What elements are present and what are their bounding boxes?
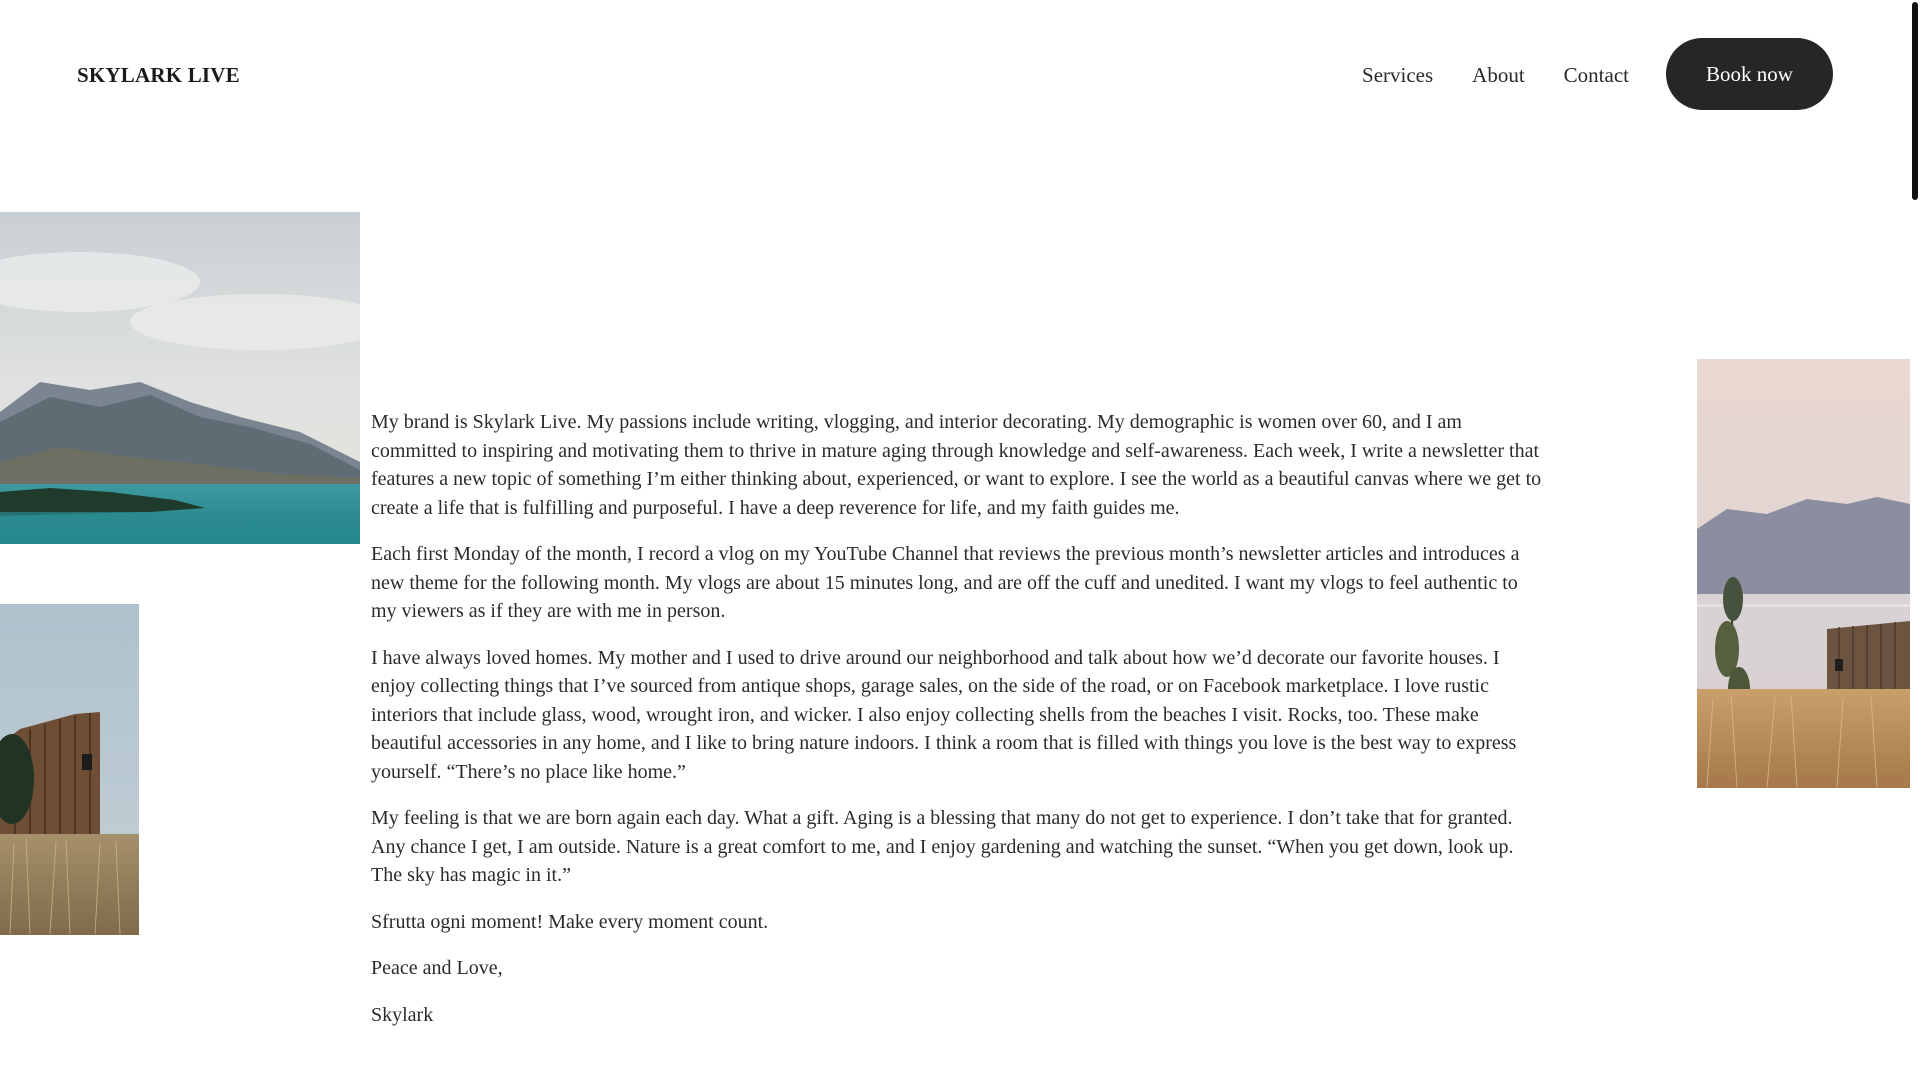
nav-link-about[interactable]: About [1472,63,1525,87]
site-header [0,0,1920,150]
article-paragraph: Each first Monday of the month, I record a vlog on my YouTube Channel that reviews the previous month’s newsletter articles and introduces a new theme for the following month. My vlogs are about 15 minutes long, and are off the cuff and unedited. I want my vlogs to feel authentic to my viewers as if they are with me in person. [371,543,1520,622]
lake-mountain-photo [0,212,360,544]
nav-link-services[interactable]: Services [1362,63,1434,87]
dusk-cabin-photo [1697,359,1910,788]
article-signoff: Peace and Love, [371,957,503,979]
nav-link-contact[interactable]: Contact [1563,63,1629,87]
about-article [371,408,1543,1047]
article-paragraph: My feeling is that we are born again each day. What a gift. Aging is a blessing that many do not get to experience. I don’t take that for granted. Any chance I get, I am outside. Nature is a great comfort to me, and I enjoy gardening and watching the sunset. “When you get down, look up. The sky has magic in it.” [371,807,1514,886]
article-paragraph: My brand is Skylark Live. My passions include writing, vlogging, and interior decorating. My demographic is women over 60, and I am committed to inspiring and motivating them to thrive in mature aging through knowledge and self-awareness. Each week, I write a newsletter that features a new topic of something I’m either thinking about, experienced, or want to explore. I see the world as a beautiful canvas where we get to create a life that is fulfilling and purposeful. I have a deep reverence for life, and my faith guides me. [371,411,1542,519]
article-motto: Sfrutta ogni moment! Make every moment count. [371,910,769,933]
page-scrollbar[interactable] [1910,0,1920,1080]
article-paragraph: I have always loved homes. My mother and I used to drive around our neighborhood and talk about how we’d decorate our favorite houses. I enjoy collecting things that I’ve sourced from antique shops, garage sales, on the side of the road, or on Facebook marketplace. I love rustic interiors that include glass, wood, wrought iron, and wicker. I also enjoy collecting shells from the beaches I visit. Rocks, too. These make beautiful accessories in any home, and I like to bring nature indoors. I think a room that is filled with things you love is the best way to express yourself. “There’s no place like home.” [371,646,1517,783]
site-logo[interactable]: SKYLARK LIVE [77,63,240,87]
cabin-grass-photo [0,604,139,935]
scrollbar-thumb[interactable] [1912,2,1918,200]
article-signature: Skylark [371,1003,434,1026]
book-now-button[interactable]: Book now [1666,38,1833,110]
main-nav [1362,60,1629,90]
